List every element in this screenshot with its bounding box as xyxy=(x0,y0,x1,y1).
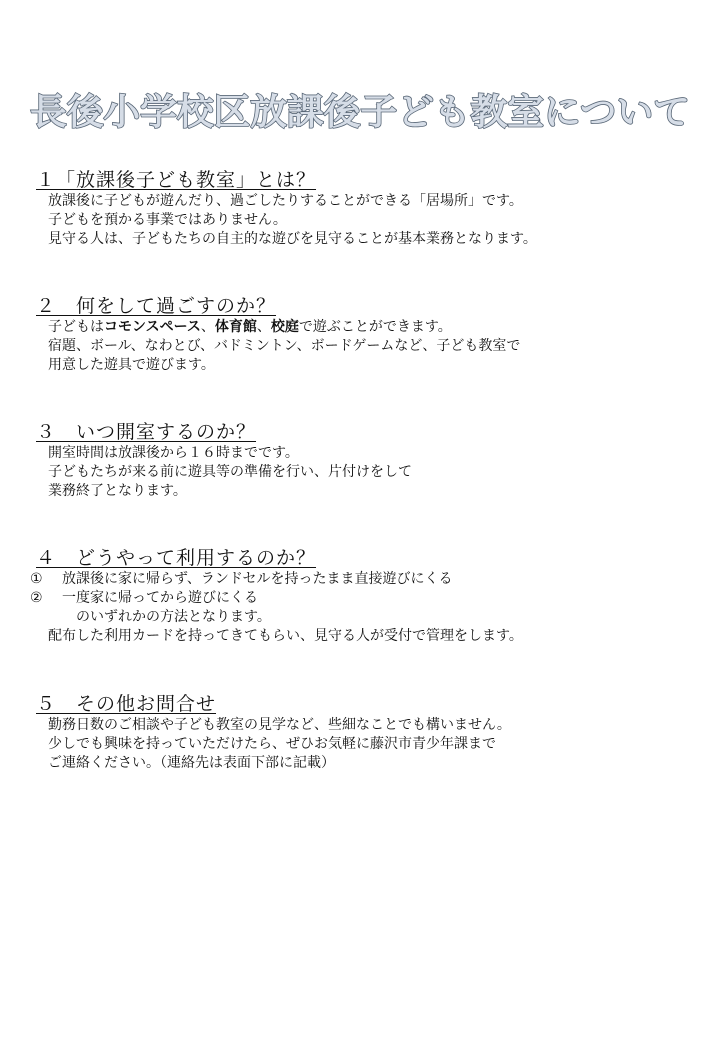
section-3 xyxy=(36,420,696,501)
section-2-heading: ２ 何をして過ごすのか？ xyxy=(36,295,277,317)
section-2-line-3: 用意した遊具で遊びます。 xyxy=(48,357,215,373)
section-3-heading: ３ いつ開室するのか？ xyxy=(36,421,257,443)
section-5-line-1: 勤務日数のご相談や子ども教室の見学など、些細なことでも構いません。 xyxy=(48,717,511,733)
list-item xyxy=(30,570,696,589)
text: 、 xyxy=(256,319,271,335)
section-4-last-line: 配布した利用カードを持ってきてもらい、見守る人が受付で管理をします。 xyxy=(48,628,523,644)
section-1-line-1: 放課後に子どもが遊んだり、過ごしたりすることができる「居場所」です。 xyxy=(48,193,523,209)
section-5-heading: ５ その他お問合せ xyxy=(36,693,217,715)
item-text: 一度家に帰ってから遊びにくる xyxy=(62,590,258,606)
section-1 xyxy=(36,168,696,249)
section-3-line-1: 開室時間は放課後から１６時までです。 xyxy=(48,445,299,461)
text: 、 xyxy=(200,319,215,335)
section-3-line-2: 子どもたちが来る前に遊具等の準備を行い、片付けをして xyxy=(48,464,412,480)
section-5 xyxy=(36,692,696,773)
section-2-line-2: 宿題、ボール、なわとび、バドミントン、ボードゲームなど、子ども教室で xyxy=(48,338,521,354)
section-2 xyxy=(36,294,696,375)
section-5-line-2: 少しでも興味を持っていただけたら、ぜひお気軽に藤沢市青少年課まで xyxy=(48,736,496,752)
section-4 xyxy=(30,546,696,646)
section-1-line-2: 子どもを預かる事業ではありません。 xyxy=(48,212,287,228)
bold-schoolyard: 校庭 xyxy=(270,319,299,335)
item-text: 放課後に家に帰らず、ランドセルを持ったまま直接遊びにくる xyxy=(62,571,453,587)
text: で遊ぶことができます。 xyxy=(298,319,452,335)
item-number: ② xyxy=(30,590,43,606)
bold-common-space: コモンスペース xyxy=(104,319,201,335)
list-item xyxy=(30,589,696,608)
section-5-line-3: ご連絡ください。（連絡先は表面下部に記載） xyxy=(48,755,335,771)
section-4-heading: ４ どうやって利用するのか？ xyxy=(36,547,317,569)
section-4-sub-line: のいずれかの方法となります。 xyxy=(76,609,271,625)
text: 子どもは xyxy=(48,319,104,335)
page-title-text: 長後小学校区放課後子ども教室について xyxy=(30,92,690,133)
page-title xyxy=(0,84,720,140)
section-1-heading: １「放課後子ども教室」とは？ xyxy=(36,169,317,191)
section-2-line-1 xyxy=(36,318,696,337)
bold-gym: 体育館 xyxy=(214,319,257,335)
item-number: ① xyxy=(30,571,43,587)
section-1-line-3: 見守る人は、子どもたちの自主的な遊びを見守ることが基本業務となります。 xyxy=(48,231,537,247)
section-3-line-3: 業務終了となります。 xyxy=(48,483,187,499)
